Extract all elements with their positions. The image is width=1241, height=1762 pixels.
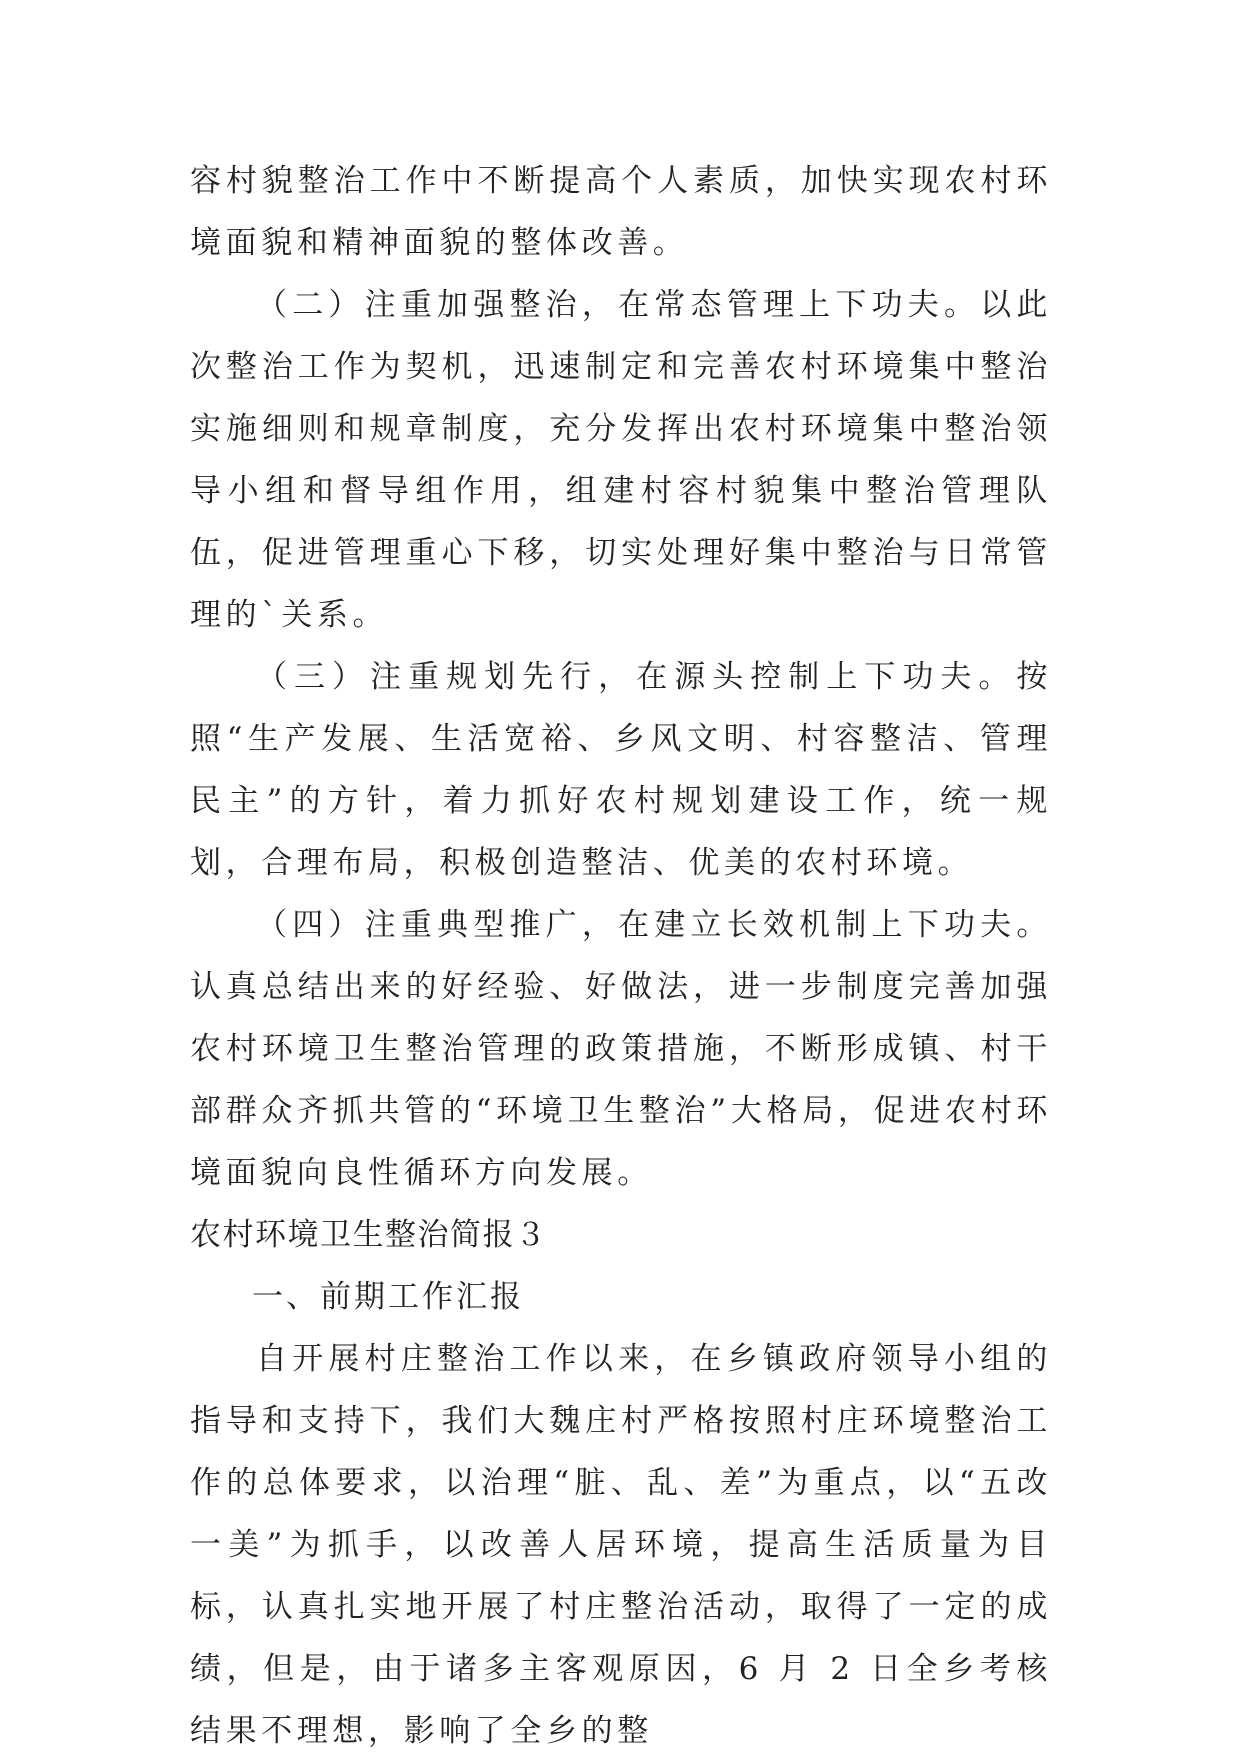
section-heading-previous-work: 一、前期工作汇报: [252, 1279, 524, 1315]
paragraph-section-two: （二）注重加强整治，在常态管理上下功夫。以此次整治工作为契机，迅速制定和完善农村环境集中整治实施细则和规章制度，充分发挥出农村环境集中整治领导小组和督导组作用，组建村容村貌集中整治管理队伍，促进管理重心下移，切实处理好集中整治与日常管理的`关系。: [190, 287, 1052, 633]
report-title: 农村环境卫生整治简报３: [190, 1217, 548, 1253]
paragraph-section-four: （四）注重典型推广，在建立长效机制上下功夫。认真总结出来的好经验、好做法，进一步制度完善加强农村环境卫生整治管理的政策措施，不断形成镇、村干部群众齐抓共管的“环境卫生整治”大格局，促进农村环境面貌向良性循环方向发展。: [190, 907, 1052, 1191]
document-body: [190, 150, 1052, 1762]
paragraph-continuation: 容村貌整治工作中不断提高个人素质，加快实现农村环境面貌和精神面貌的整体改善。: [190, 163, 1052, 261]
paragraph-work-report: 自开展村庄整治工作以来，在乡镇政府领导小组的指导和支持下，我们大魏庄村严格按照村庄环境整治工作的总体要求，以治理“脏、乱、差”为重点，以“五改一美”为抓手，以改善人居环境，提高生活质量为目标，认真扎实地开展了村庄整治活动，取得了一定的成绩，但是，由于诸多主客观原因，6 月 2 日全乡考核结果不理想，影响了全乡的整: [190, 1341, 1052, 1749]
paragraph-section-three: （三）注重规划先行，在源头控制上下功夫。按照“生产发展、生活宽裕、乡风文明、村容整洁、管理民主”的方针，着力抓好农村规划建设工作，统一规划，合理布局，积极创造整洁、优美的农村环境。: [190, 659, 1052, 881]
